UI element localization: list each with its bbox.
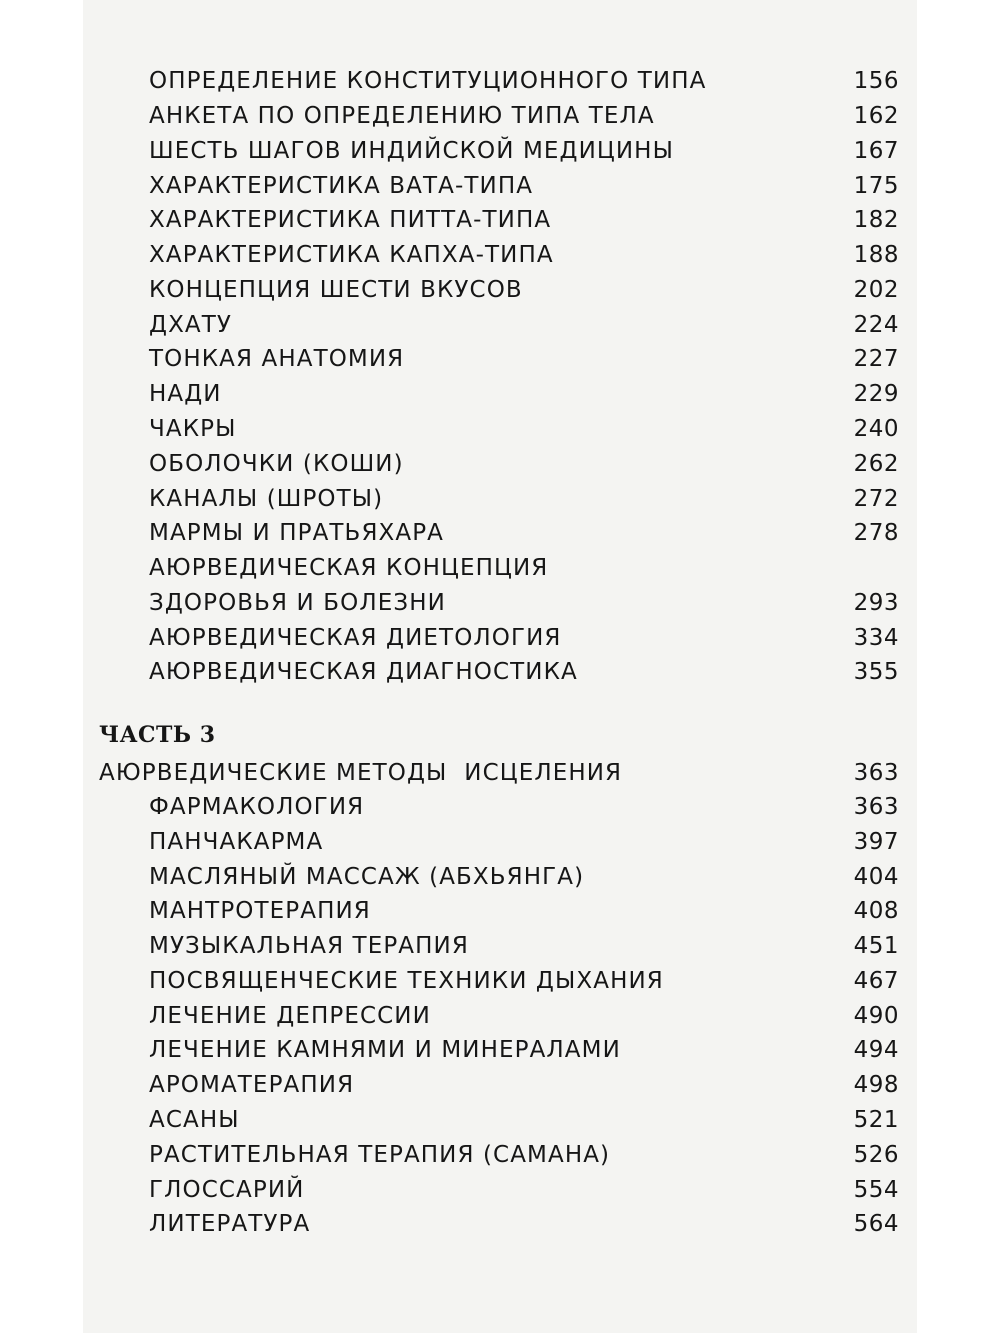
toc-entry — [83, 590, 917, 626]
toc-entry-title: АЮРВЕДИЧЕСКАЯ КОНЦЕПЦИЯ — [149, 555, 549, 581]
toc-entry-page: 490 — [853, 1003, 899, 1029]
toc-entry — [83, 933, 917, 969]
toc-entry-page: 227 — [853, 346, 899, 372]
toc-entry-title: ЛЕЧЕНИЕ КАМНЯМИ И МИНЕРАЛАМИ — [149, 1037, 621, 1063]
toc-entry-title: МАНТРОТЕРАПИЯ — [149, 898, 371, 924]
toc-entry-title: ШЕСТЬ ШАГОВ ИНДИЙСКОЙ МЕДИЦИНЫ — [149, 138, 674, 164]
toc-entry-title: КОНЦЕПЦИЯ ШЕСТИ ВКУСОВ — [149, 277, 523, 303]
toc-entry — [83, 659, 917, 695]
toc-entry-title: ФАРМАКОЛОГИЯ — [149, 794, 365, 820]
toc-entry — [83, 486, 917, 522]
toc-entry — [83, 242, 917, 278]
toc-entry-title: ТОНКАЯ АНАТОМИЯ — [149, 346, 405, 372]
toc-entry-title: ЧАКРЫ — [149, 416, 237, 442]
toc-entry — [83, 1142, 917, 1178]
toc-entry — [83, 520, 917, 556]
toc-entry — [83, 1177, 917, 1213]
toc-entry-title: ПОСВЯЩЕНЧЕСКИЕ ТЕХНИКИ ДЫХАНИЯ — [149, 968, 664, 994]
toc-entry-title: ОБОЛОЧКИ (КОШИ) — [149, 451, 404, 477]
toc-entry-page: 229 — [853, 381, 899, 407]
toc-entry-page: 355 — [853, 659, 899, 685]
toc-entry-page: 521 — [853, 1107, 899, 1133]
toc-entry — [83, 381, 917, 417]
toc-entry — [83, 625, 917, 661]
toc-entry-page: 156 — [853, 68, 899, 94]
toc-entry-page: 162 — [853, 103, 899, 129]
toc-entry-page: 334 — [853, 625, 899, 651]
toc-part-title-page: 363 — [853, 760, 899, 786]
toc-entry-page: 498 — [853, 1072, 899, 1098]
toc-entry — [83, 68, 917, 104]
toc-entry-page: 564 — [853, 1211, 899, 1237]
toc-entry — [83, 1211, 917, 1247]
toc-entry-page: 175 — [853, 173, 899, 199]
toc-entry — [83, 794, 917, 830]
toc-entry — [83, 968, 917, 1004]
toc-entry — [83, 1037, 917, 1073]
toc-entry — [83, 346, 917, 382]
toc-entry — [83, 1003, 917, 1039]
toc-part-title — [83, 760, 917, 796]
toc-entry-title: АРОМАТЕРАПИЯ — [149, 1072, 355, 1098]
toc-entry-title: РАСТИТЕЛЬНАЯ ТЕРАПИЯ (САМАНА) — [149, 1142, 611, 1168]
toc-entry-title: ХАРАКТЕРИСТИКА КАПХА-ТИПА — [149, 242, 554, 268]
toc-entry-page: 526 — [853, 1142, 899, 1168]
toc-entry-page: 182 — [853, 207, 899, 233]
toc-entry — [83, 829, 917, 865]
toc-entry-title: МАРМЫ И ПРАТЬЯХАРА — [149, 520, 445, 546]
toc-entry-page: 293 — [853, 590, 899, 616]
toc-entry-page: 262 — [853, 451, 899, 477]
toc-entry-page: 240 — [853, 416, 899, 442]
toc-entry — [83, 451, 917, 487]
toc-entry-title: МУЗЫКАЛЬНАЯ ТЕРАПИЯ — [149, 933, 469, 959]
toc-entry-title: ЛИТЕРАТУРА — [149, 1211, 311, 1237]
toc-entry — [83, 1072, 917, 1108]
toc-entry-title: ГЛОССАРИЙ — [149, 1177, 305, 1203]
toc-entry-title: НАДИ — [149, 381, 222, 407]
toc-entry — [83, 1107, 917, 1143]
toc-entry-title: ХАРАКТЕРИСТИКА ВАТА-ТИПА — [149, 173, 534, 199]
toc-entry-page: 404 — [853, 864, 899, 890]
toc-entry-page: 397 — [853, 829, 899, 855]
toc-entry-title: ХАРАКТЕРИСТИКА ПИТТА-ТИПА — [149, 207, 552, 233]
toc-entry-page: 167 — [853, 138, 899, 164]
toc-entry — [83, 312, 917, 348]
toc-entry-title: ПАНЧАКАРМА — [149, 829, 324, 855]
toc-entry-page: 467 — [853, 968, 899, 994]
toc-entry-title: АСАНЫ — [149, 1107, 240, 1133]
toc-entry-title: ЛЕЧЕНИЕ ДЕПРЕССИИ — [149, 1003, 431, 1029]
toc-entry-page: 363 — [853, 794, 899, 820]
toc-entry-title: ДХАТУ — [149, 312, 233, 338]
toc-entry-title: АЮРВЕДИЧЕСКАЯ ДИАГНОСТИКА — [149, 659, 578, 685]
toc-part-title-text: АЮРВЕДИЧЕСКИЕ МЕТОДЫ ИСЦЕЛЕНИЯ — [99, 760, 623, 786]
toc-entry — [83, 416, 917, 452]
part-heading: ЧАСТЬ 3 — [99, 722, 216, 748]
toc-entry — [83, 103, 917, 139]
toc-entry-page: 554 — [853, 1177, 899, 1203]
toc-entry-title: МАСЛЯНЫЙ МАССАЖ (АБХЬЯНГА) — [149, 864, 585, 890]
toc-entry — [83, 898, 917, 934]
book-page — [83, 0, 917, 1333]
toc-entry-page: 224 — [853, 312, 899, 338]
toc-entry-title: АЮРВЕДИЧЕСКАЯ ДИЕТОЛОГИЯ — [149, 625, 562, 651]
toc-entry — [83, 173, 917, 209]
toc-entry-page: 202 — [853, 277, 899, 303]
toc-entry — [83, 138, 917, 174]
toc-entry-title: АНКЕТА ПО ОПРЕДЕЛЕНИЮ ТИПА ТЕЛА — [149, 103, 655, 129]
toc-entry — [83, 555, 917, 591]
toc-entry-page: 188 — [853, 242, 899, 268]
toc-entry-page: 408 — [853, 898, 899, 924]
toc-entry-page: 494 — [853, 1037, 899, 1063]
toc-entry-page: 451 — [853, 933, 899, 959]
toc-entry — [83, 864, 917, 900]
toc-entry-title: ЗДОРОВЬЯ И БОЛЕЗНИ — [149, 590, 446, 616]
toc-entry-page: 278 — [853, 520, 899, 546]
toc-entry-title: ОПРЕДЕЛЕНИЕ КОНСТИТУЦИОННОГО ТИПА — [149, 68, 707, 94]
toc-entry — [83, 277, 917, 313]
toc-entry-title: КАНАЛЫ (ШРОТЫ) — [149, 486, 384, 512]
toc-entry-page: 272 — [853, 486, 899, 512]
toc-entry — [83, 207, 917, 243]
